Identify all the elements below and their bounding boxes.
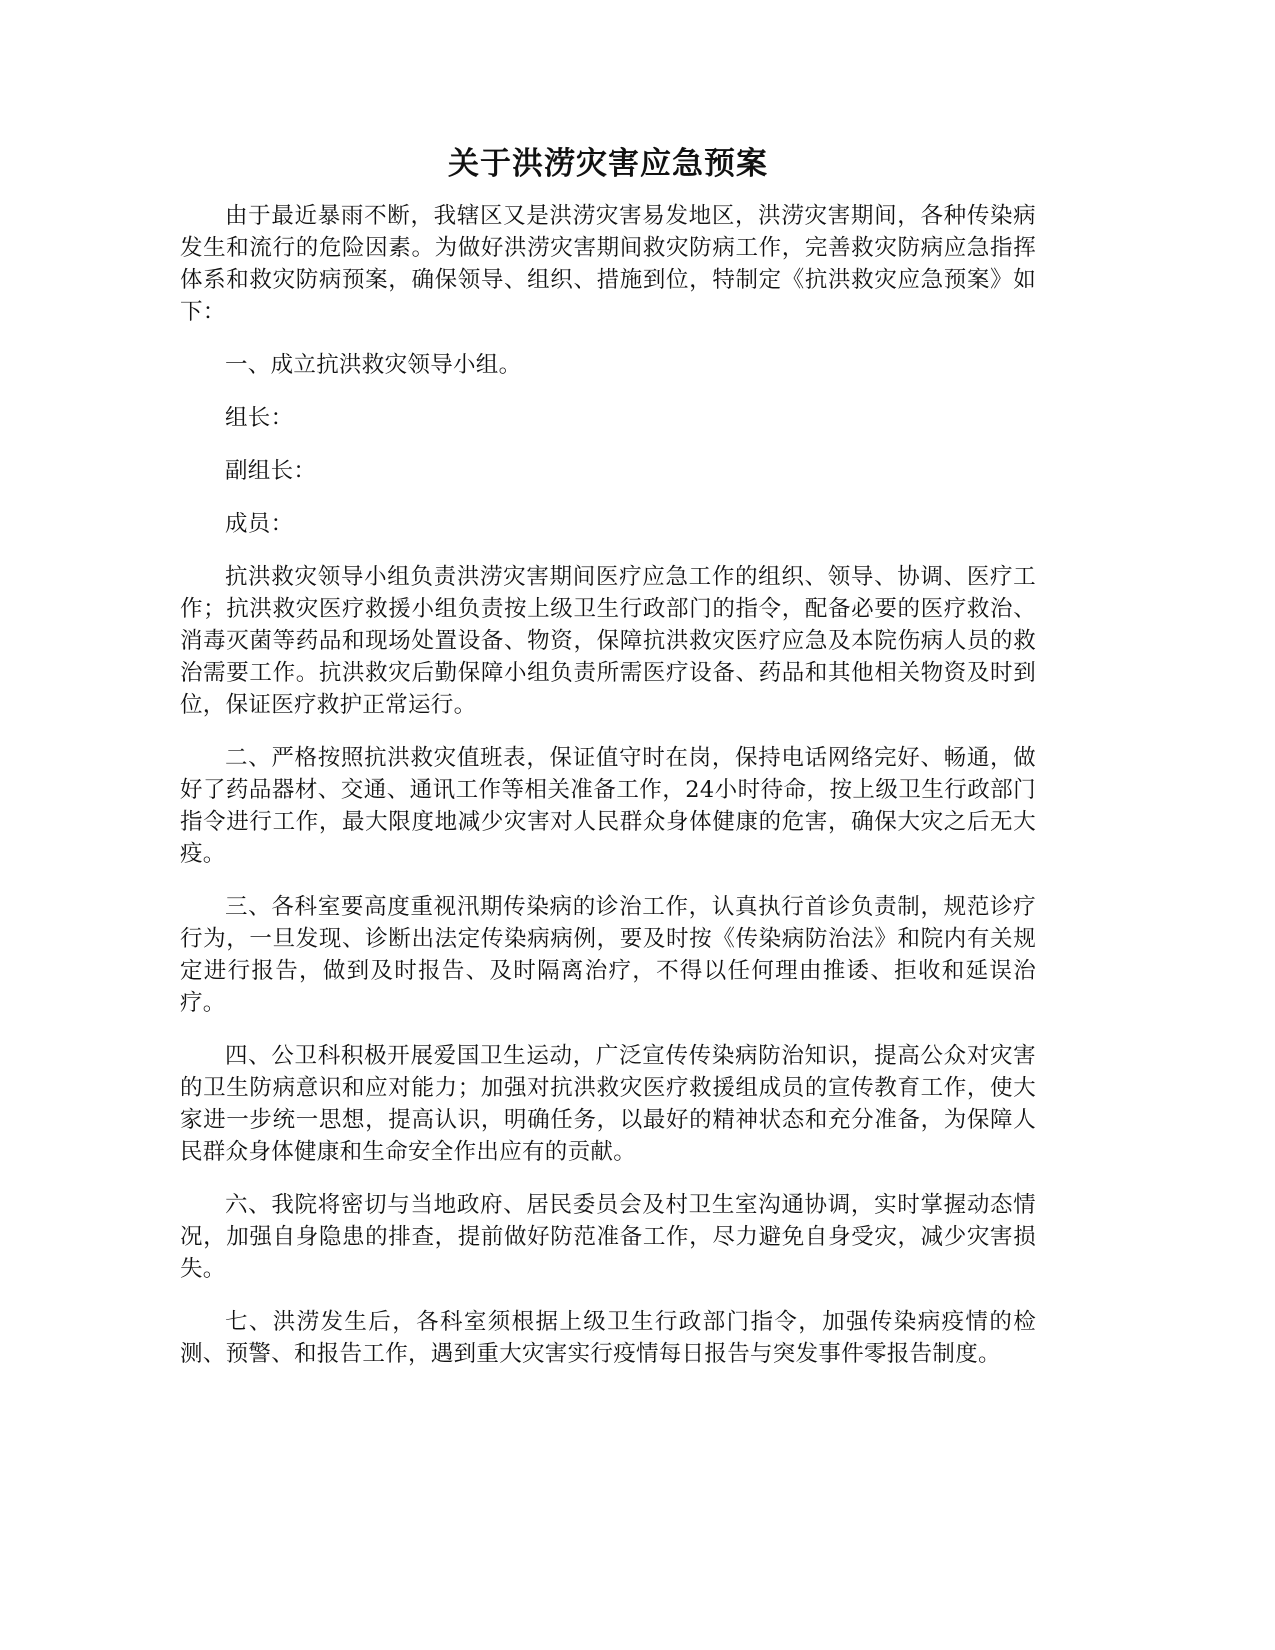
members-line: 成员： bbox=[225, 511, 294, 537]
group-leader-line: 组长： bbox=[225, 405, 294, 431]
intro-paragraph: 由于最近暴雨不断，我辖区又是洪涝灾害易发地区，洪涝灾害期间，各种传染病发生和流行的危险因素。为做好洪涝灾害期间救灾防病工作，完善救灾防病应急指挥体系和救灾防病预案，确保领导、组织、措施到位，特制定《抗洪救灾应急预案》如下： bbox=[180, 203, 1036, 325]
document-title: 关于洪涝灾害应急预案 bbox=[448, 146, 768, 182]
section-3-paragraph: 三、各科室要高度重视汛期传染病的诊治工作，认真执行首诊负责制，规范诊疗行为，一旦发现、诊断出法定传染病病例，要及时按《传染病防治法》和院内有关规定进行报告，做到及时报告、及时隔离治疗，不得以任何理由推诿、拒收和延误治疗。 bbox=[180, 894, 1036, 1016]
group-duties-paragraph: 抗洪救灾领导小组负责洪涝灾害期间医疗应急工作的组织、领导、协调、医疗工作；抗洪救灾医疗救援小组负责按上级卫生行政部门的指令，配备必要的医疗救治、消毒灭菌等药品和现场处置设备、物资，保障抗洪救灾医疗应急及本院伤病人员的救治需要工作。抗洪救灾后勤保障小组负责所需医疗设备、药品和其他相关物资及时到位，保证医疗救护正常运行。 bbox=[180, 564, 1036, 718]
section-2-paragraph: 二、严格按照抗洪救灾值班表，保证值守时在岗，保持电话网络完好、畅通，做好了药品器材、交通、通讯工作等相关准备工作，24小时待命，按上级卫生行政部门指令进行工作，最大限度地减少灾害对人民群众身体健康的危害，确保大灾之后无大疫。 bbox=[180, 745, 1036, 867]
section-7-paragraph: 七、洪涝发生后，各科室须根据上级卫生行政部门指令，加强传染病疫情的检测、预警、和报告工作，遇到重大灾害实行疫情每日报告与突发事件零报告制度。 bbox=[180, 1309, 1036, 1367]
section-4-paragraph: 四、公卫科积极开展爱国卫生运动，广泛宣传传染病防治知识，提高公众对灾害的卫生防病意识和应对能力；加强对抗洪救灾医疗救援组成员的宣传教育工作，使大家进一步统一思想，提高认识，明确任务，以最好的精神状态和充分准备，为保障人民群众身体健康和生命安全作出应有的贡献。 bbox=[180, 1043, 1036, 1165]
section-6-paragraph: 六、我院将密切与当地政府、居民委员会及村卫生室沟通协调，实时掌握动态情况，加强自身隐患的排查，提前做好防范准备工作，尽力避免自身受灾，减少灾害损失。 bbox=[180, 1192, 1036, 1282]
document-page bbox=[180, 140, 1036, 1391]
section-1-heading: 一、成立抗洪救灾领导小组。 bbox=[225, 352, 522, 378]
deputy-leader-line: 副组长： bbox=[225, 458, 317, 484]
